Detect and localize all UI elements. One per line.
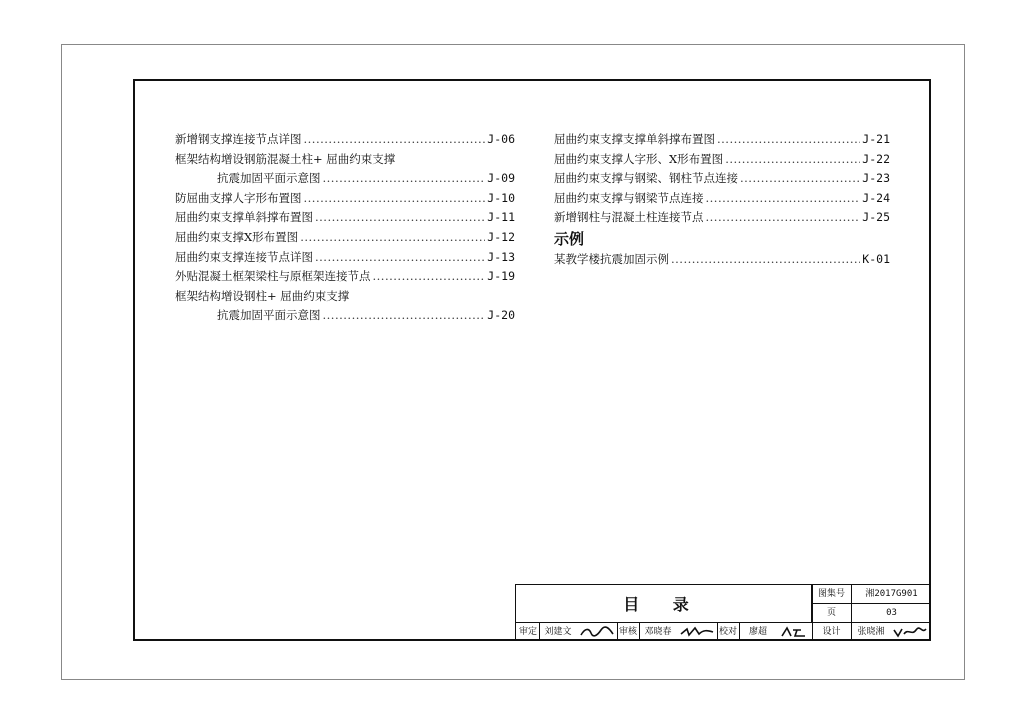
title-block-divider <box>717 622 718 641</box>
proof-label: 校对 <box>718 626 737 637</box>
toc-entry <box>554 130 890 150</box>
toc-entry-title: 屈曲约束支撑连接节点详图 <box>175 249 313 264</box>
toc-entry-page: J-13 <box>487 249 515 264</box>
toc-entry-title: 屈曲约束支撑X形布置图 <box>175 229 299 244</box>
toc-entry-title: 外贴混凝土框架梁柱与原框架连接节点 <box>175 269 371 284</box>
design-name: 张晓湘 <box>857 626 885 637</box>
toc-entry-title: 框架结构增设钢柱+ 屈曲约束支撑 <box>175 288 350 303</box>
toc-leader-dots <box>315 208 485 228</box>
title-block-divider <box>812 584 813 641</box>
toc-entry <box>554 250 890 270</box>
toc-leader-dots <box>300 228 485 248</box>
title-block-divider <box>617 622 618 641</box>
example-section-heading: 示例 <box>554 229 585 248</box>
toc-entry-title: 抗震加固平面示意图 <box>217 171 321 186</box>
check-label: 审核 <box>618 626 637 637</box>
toc-entry-title: 某教学楼抗震加固示例 <box>554 251 669 266</box>
toc-entry-page: J-25 <box>862 210 890 225</box>
atlas-no-label: 图集号 <box>817 589 845 599</box>
toc-leader-dots <box>706 189 861 209</box>
design-signature <box>890 624 930 640</box>
atlas-no: 湘2017G901 <box>865 589 918 599</box>
proof-name: 廖超 <box>748 626 767 637</box>
toc-entry-page: J-10 <box>487 190 515 205</box>
proof-signature <box>777 624 811 640</box>
toc-entry <box>175 287 515 307</box>
toc-entry-page: J-09 <box>487 171 515 186</box>
review-signature <box>577 624 617 640</box>
check-name: 邓晓春 <box>644 626 672 637</box>
toc-entry <box>554 208 890 228</box>
check-signature <box>677 624 717 640</box>
toc-entry-title: 屈曲约束支撑单斜撑布置图 <box>175 210 313 225</box>
toc-entry-title: 框架结构增设钢筋混凝土柱+ 屈曲约束支撑 <box>175 151 396 166</box>
page-label: 页 <box>826 607 836 618</box>
toc-entry-title: 屈曲约束支撑人字形、X形布置图 <box>554 151 724 166</box>
toc-right-column <box>554 130 890 270</box>
page-title: 目 录 <box>515 584 812 622</box>
toc-leader-dots <box>323 169 486 189</box>
toc-entry-page: J-12 <box>487 229 515 244</box>
toc-entry <box>175 208 515 228</box>
toc-entry <box>554 169 890 189</box>
toc-entry-page: J-21 <box>862 132 890 146</box>
toc-leader-dots <box>304 189 486 209</box>
toc-right-list <box>554 130 890 228</box>
toc-leader-dots <box>315 248 485 268</box>
toc-entry-title: 防屈曲支撑人字形布置图 <box>175 190 302 205</box>
toc-entry-title: 屈曲约束支撑与钢梁、钢柱节点连接 <box>554 171 738 186</box>
review-label: 审定 <box>518 626 537 637</box>
toc-entry-page: J-24 <box>862 190 890 205</box>
toc-leader-dots <box>304 130 486 150</box>
toc-entry-title: 屈曲约束支撑与钢梁节点连接 <box>554 190 704 205</box>
toc-entry-page: J-23 <box>862 171 890 186</box>
toc-entry <box>175 228 515 248</box>
title-block-divider <box>515 622 931 623</box>
toc-entry-page: J-20 <box>487 308 515 323</box>
toc-leader-dots <box>373 267 486 287</box>
toc-entry <box>175 169 515 189</box>
example-list <box>554 250 890 270</box>
toc-entry <box>554 150 890 170</box>
title-block-divider <box>539 622 540 641</box>
toc-entry <box>175 189 515 209</box>
title-block-divider <box>639 622 640 641</box>
toc-leader-dots <box>717 130 860 150</box>
toc-entry-page: J-11 <box>487 210 515 225</box>
toc-left-column <box>175 130 515 326</box>
toc-leader-dots <box>706 208 861 228</box>
toc-entry-page: K-01 <box>862 251 890 266</box>
design-label: 设计 <box>822 626 841 637</box>
toc-entry <box>554 189 890 209</box>
toc-entry <box>175 267 515 287</box>
toc-entry <box>175 248 515 268</box>
toc-entry <box>175 150 515 170</box>
toc-leader-dots <box>671 250 860 270</box>
toc-entry-title: 新增钢柱与混凝土柱连接节点 <box>554 210 704 225</box>
toc-entry-title: 抗震加固平面示意图 <box>217 308 321 323</box>
toc-entry-page: J-22 <box>862 151 890 166</box>
title-block-divider <box>739 622 740 641</box>
page-number: 03 <box>886 607 897 618</box>
toc-entry <box>175 130 515 150</box>
toc-entry-page: J-06 <box>487 132 515 146</box>
toc-leader-dots <box>740 169 860 189</box>
toc-entry-page: J-19 <box>487 269 515 284</box>
toc-entry-title: 屈曲约束支撑支撑单斜撑布置图 <box>554 132 715 146</box>
toc-leader-dots <box>323 306 486 326</box>
toc-leader-dots <box>725 150 860 170</box>
toc-entry <box>175 306 515 326</box>
review-name: 刘建文 <box>544 626 572 637</box>
toc-entry-title: 新增钢支撑连接节点详图 <box>175 132 302 146</box>
